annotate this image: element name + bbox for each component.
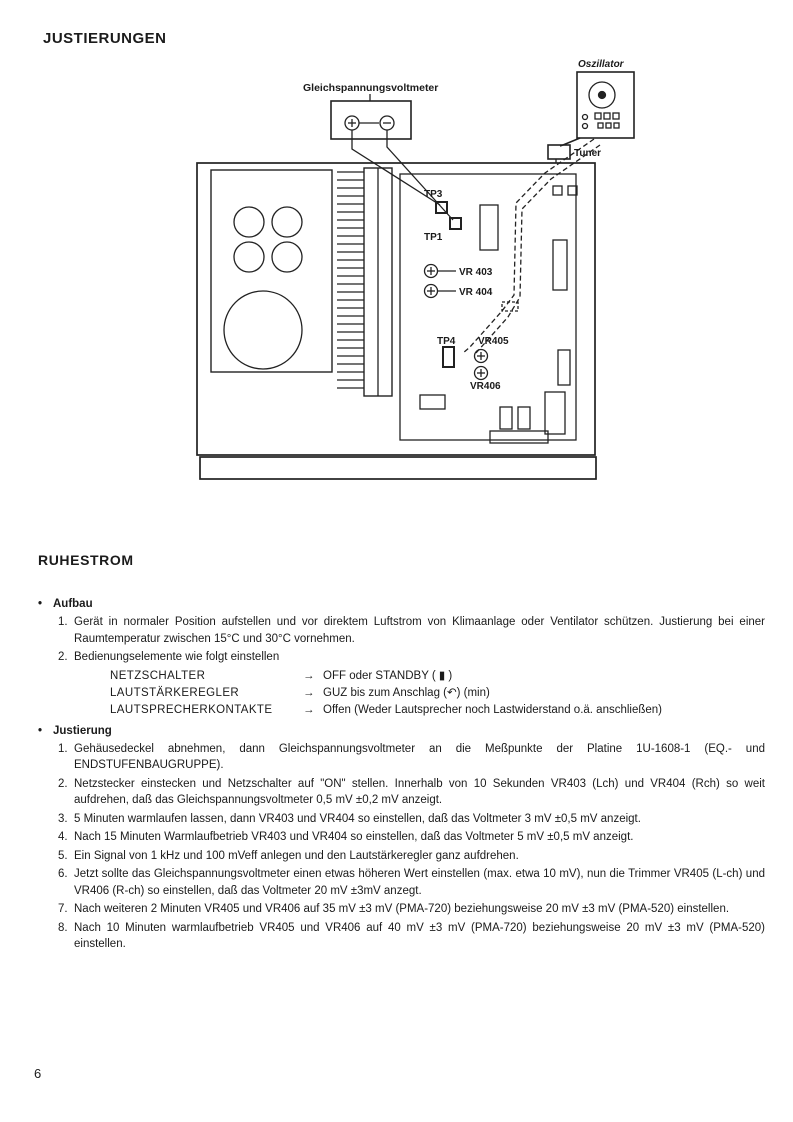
control-row [110, 702, 765, 719]
control-name: LAUTSTÄRKEREGLER [110, 686, 240, 699]
pcb-component-6 [545, 392, 565, 434]
pcb-outline [400, 174, 576, 440]
item-text: 5 Minuten warmlaufen lassen, dann VR403 und VR404 so einstellen, daß das Voltmeter 3 mV ±0,5 mV anzeigt. [74, 812, 641, 825]
test-lead-tp1 [387, 130, 453, 220]
voltmeter-box [331, 101, 411, 139]
diagram-svg [0, 55, 793, 515]
signal-cable-dashed-1 [463, 139, 594, 353]
tp1-testpoint [450, 218, 461, 229]
list-item [58, 649, 765, 666]
list-item [58, 741, 765, 774]
pcb-component-2 [553, 186, 562, 195]
item-text: Bedienungselemente wie folgt einstellen [74, 651, 280, 663]
item-text: Gehäusedeckel abnehmen, dann Gleichspannungsvoltmeter an die Meßpunkte der Platine 1U-1608-1 (EQ.- und ENDSTUFENBAUGRUPPE). [74, 742, 765, 771]
item-text: Gerät in normaler Position aufstellen und vor direktem Luftstrom von Klimaanlage oder Ventilator schützen. Justierung bei einer Raumtemperatur zwischen 15°C und 30°C vornehmen. [74, 616, 765, 645]
list-item [58, 776, 765, 809]
list-item [58, 866, 765, 899]
pcb-component-1 [480, 205, 498, 250]
vr405-label: VR405 [478, 336, 509, 347]
vr403-label: VR 403 [459, 267, 493, 278]
item-number: 6. [58, 868, 68, 880]
page-number: 6 [34, 1066, 42, 1081]
item-text: Nach 10 Minuten warmlaufbetrieb VR405 und VR406 auf 40 mV ±3 mV (PMA-720) beziehungsweise 20 mV ±3 mV (PMA-520) einstellen. [74, 921, 765, 950]
chassis-outline [197, 163, 595, 455]
vr406-label: VR406 [470, 381, 501, 392]
control-row [110, 685, 765, 702]
item-text: Ein Signal von 1 kHz und 100 mVeff anlegen und den Lautstärkeregler ganz aufdrehen. [74, 849, 519, 862]
list-item [58, 920, 765, 953]
pcb-component-7 [500, 407, 512, 429]
item-number: 2. [58, 777, 68, 790]
vr404-label: VR 404 [459, 287, 493, 298]
justierung-header [38, 725, 765, 737]
control-name: LAUTSPRECHERKONTAKTE [110, 703, 273, 716]
signal-cable-dashed-2 [476, 145, 600, 353]
control-setting: OFF oder STANDBY ( ▮ ) [323, 669, 453, 682]
front-panel-strip [200, 457, 596, 479]
control-setting: Offen (Weder Lautsprecher noch Lastwiderstand o.ä. anschließen) [323, 703, 663, 716]
vr403-trimmer-icon [425, 265, 457, 278]
arrow-icon: → [303, 703, 315, 716]
pcb-component-5 [558, 350, 570, 385]
voltmeter-plus-terminal-icon [345, 116, 359, 130]
justierung-list [58, 741, 765, 953]
section-heading: RUHESTROM [38, 552, 134, 568]
bullet-marker: • [38, 724, 43, 737]
vr406-trimmer-icon [475, 367, 488, 380]
tuner-label: Tuner [574, 148, 602, 159]
cable-connector [502, 302, 518, 311]
list-item [58, 848, 765, 865]
adjustment-diagram [0, 55, 793, 515]
pcb-component-9 [490, 431, 548, 443]
ruhestrom-section [38, 552, 765, 955]
pcb-component-8 [518, 407, 530, 429]
item-text: Nach weiteren 2 Minuten VR405 und VR406 auf 35 mV ±3 mV (PMA-720) beziehungsweise 20 mV ±3 mV (PMA-520) einstellen. [74, 903, 730, 915]
control-row [110, 668, 765, 685]
tuner-box [548, 145, 570, 159]
tp3-label: TP3 [424, 189, 443, 200]
item-number: 3. [58, 812, 68, 825]
power-block [211, 170, 332, 372]
item-text: Jetzt sollte das Gleichspannungsvoltmeter einen etwas höheren Wert einstellen (max. etwa 10 mV), nun die Trimmer VR405 (L-ch) und VR406 (R-ch) so einstellen, daß das Voltmeter 20 mV ±3mV anzegt. [74, 868, 765, 897]
tp4-testpoint [443, 347, 454, 367]
item-number: 1. [58, 616, 68, 628]
item-number: 5. [58, 849, 68, 862]
tp1-label: TP1 [424, 232, 443, 243]
list-item [58, 614, 765, 647]
justierung-label: Justierung [53, 724, 112, 737]
control-setting: GUZ bis zum Anschlag (↶) (min) [323, 686, 490, 699]
vr405-trimmer-icon [475, 350, 488, 363]
tp4-label: TP4 [437, 336, 456, 347]
page-title: JUSTIERUNGEN [43, 30, 167, 47]
aufbau-label: Aufbau [53, 598, 93, 610]
aufbau-list [58, 614, 765, 719]
bullet-marker: • [38, 598, 43, 610]
item-number: 2. [58, 651, 68, 663]
item-text: Nach 15 Minuten Warmlaufbetrieb VR403 und VR404 so einstellen, daß das Voltmeter 5 mV ±0,5 mV anzeigt. [74, 831, 634, 843]
oscillator-label: Oszillator [578, 59, 624, 70]
item-number: 7. [58, 903, 68, 915]
item-number: 1. [58, 742, 68, 755]
item-number: 8. [58, 921, 68, 934]
item-text: Netzstecker einstecken und Netzschalter auf "ON" stellen. Innerhalb von 10 Sekunden VR403 (Lch) und VR404 (Rch) so weit aufdrehen, daß das Gleichspannungsvoltmeter 0,5 mV ±0,2 mV anzeigt. [74, 777, 765, 806]
oscillator-box [577, 72, 634, 138]
pcb-component-4 [553, 240, 567, 290]
voltmeter-label: Gleichspannungsvoltmeter [303, 82, 439, 94]
list-item [58, 829, 765, 846]
controls-table [110, 668, 765, 719]
aufbau-header [38, 598, 765, 610]
item-number: 4. [58, 831, 68, 843]
voltmeter-minus-terminal-icon [380, 116, 394, 130]
vr404-trimmer-icon [425, 285, 457, 298]
arrow-icon: → [303, 669, 315, 682]
heatsink [337, 168, 392, 396]
control-name: NETZSCHALTER [110, 669, 206, 682]
pcb-component-10 [420, 395, 445, 409]
list-item [58, 811, 765, 828]
list-item [58, 901, 765, 918]
arrow-icon: → [303, 686, 315, 699]
